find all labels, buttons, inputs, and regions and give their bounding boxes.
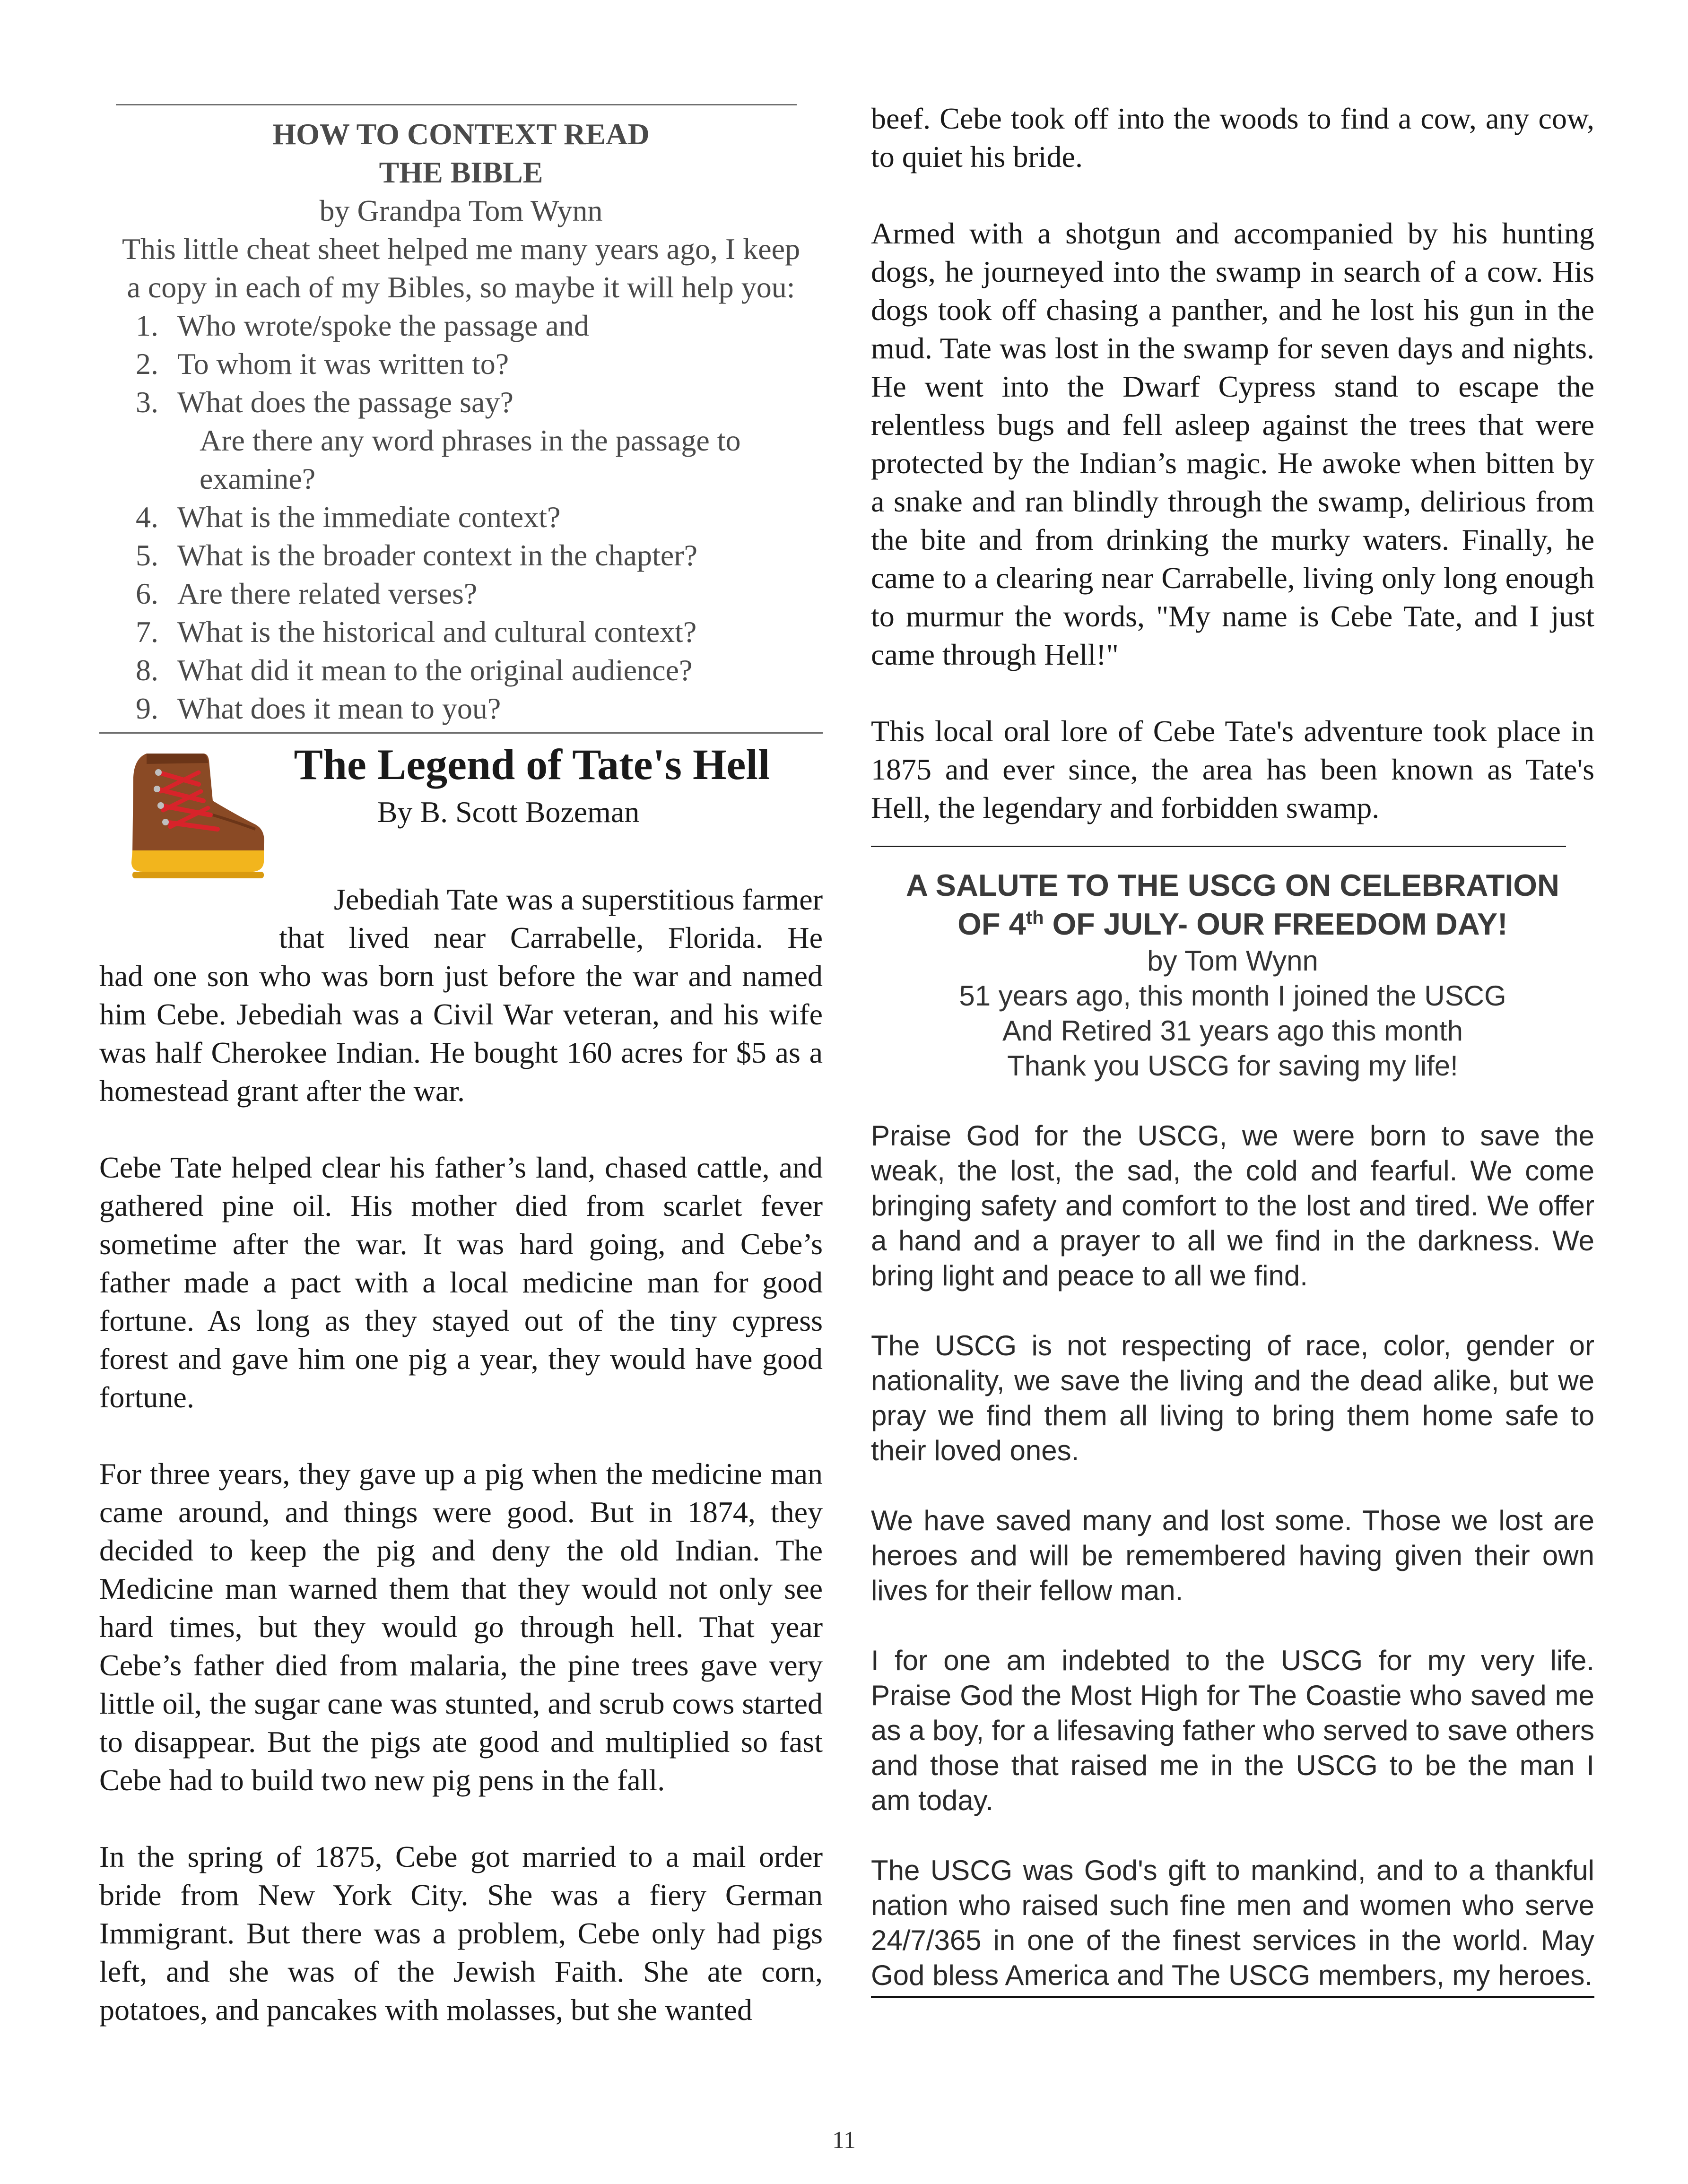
- uscg-title: A SALUTE TO THE USCG ON CELEBRATION OF 4th OF JULY- OUR FREEDOM DAY!: [906, 868, 1559, 941]
- list-item-subtext: Are there any word phrases in the passage to examine?: [200, 424, 741, 495]
- list-item: 3. What does the passage say?: [136, 385, 513, 419]
- section-divider: [871, 846, 1566, 847]
- legend-paragraph-2: Cebe Tate helped clear his father’s land, chased cattle, and gathered pine oil. His mother died from scarlet fever sometime after the war. It was hard going, and Cebe’s father made a pact with a local medicine man for good fortune. As long as they stayed out of the tiny cypress forest and gave him one pig a year, they would have good fortune.: [99, 1151, 823, 1414]
- legend-paragraph-1: Jebediah Tate was a superstitious farmer that lived near Carrabelle, Florida. He had one son who was born just before the war and named him Cebe. Jebediah was a Civil War veteran, and his wife was half Cherokee Indian. He bought 160 acres for $5 as a homestead grant after the war.: [99, 883, 823, 1108]
- hiking-boot-icon: [113, 744, 270, 886]
- bible-question-list: [99, 306, 823, 728]
- list-item: 8. What did it mean to the original audience?: [136, 653, 693, 687]
- legend-byline: By B. Scott Bozeman: [377, 795, 640, 829]
- uscg-line-2: And Retired 31 years ago this month: [1002, 1015, 1463, 1047]
- legend-title: The Legend of Tate's Hell: [294, 740, 770, 789]
- top-rule: [116, 104, 797, 105]
- uscg-article: [871, 866, 1594, 1998]
- uscg-paragraph-1: Praise God for the USCG, we were born to save the weak, the lost, the sad, the cold and fearful. We come bringing safety and comfort to the lost and tired. We offer a hand and a prayer to all we find in the darkness. We bring light and peace to all we find.: [871, 1120, 1594, 1291]
- bible-title-line1: HOW TO CONTEXT READ: [272, 117, 650, 151]
- uscg-line-1: 51 years ago, this month I joined the USCG: [959, 980, 1506, 1012]
- list-item: 2. To whom it was written to?: [136, 347, 509, 381]
- legend-paragraph-7: This local oral lore of Cebe Tate's adventure took place in 1875 and ever since, the area has been known as Tate's Hell, the legendary and forbidden swamp.: [871, 714, 1594, 824]
- uscg-line-3: Thank you USCG for saving my life!: [1007, 1050, 1458, 1082]
- bottom-rule: [871, 1996, 1594, 1998]
- page-number: 11: [832, 2127, 856, 2154]
- list-item: 6. Are there related verses?: [136, 577, 478, 610]
- right-column: [871, 99, 1594, 1998]
- legend-paragraph-4: In the spring of 1875, Cebe got married to a mail order bride from New York City. She was a fiery German Immigrant. But there was a problem, Cebe only had pigs left, and she was of the Jewish Faith. She ate corn, potatoes, and pancakes with molasses, but she wanted: [99, 1840, 823, 2027]
- list-item: 4. What is the immediate context?: [136, 500, 561, 534]
- bible-byline: by Grandpa Tom Wynn: [319, 194, 603, 227]
- legend-header: [99, 734, 823, 880]
- list-item: 1. Who wrote/spoke the passage and: [136, 309, 589, 342]
- uscg-byline: by Tom Wynn: [1147, 945, 1318, 977]
- uscg-paragraph-2: The USCG is not respecting of race, color, gender or nationality, we save the living and the dead alike, but we pray we find them all living to bring them home safe to their loved ones.: [871, 1330, 1594, 1466]
- legend-paragraph-5: beef. Cebe took off into the woods to find a cow, any cow, to quiet his bride.: [871, 102, 1594, 173]
- uscg-paragraph-3: We have saved many and lost some. Those we lost are heroes and will be remembered having given their own lives for their fellow man.: [871, 1505, 1594, 1606]
- legend-paragraph-6: Armed with a shotgun and accompanied by his hunting dogs, he journeyed into the swamp in search of a cow. His dogs took off chasing a panther, and he lost his gun in the mud. Tate was lost in the swamp for seven days and nights. He went into the Dwarf Cypress stand to escape the relentless bugs and fell asleep against the trees that were protected by the Indian’s magic. He awoke when bitten by a snake and ran blindly through the swamp, delirious from the bite and from drinking the murky waters. Finally, he came to a clearing near Carrabelle, living only long enough to murmur the words, "My name is Cebe Tate, and I just came through Hell!": [871, 217, 1594, 671]
- bible-title-line2: THE BIBLE: [379, 156, 543, 189]
- list-item: 9. What does it mean to you?: [136, 692, 501, 725]
- legend-paragraph-3: For three years, they gave up a pig when the medicine man came around, and things were good. But in 1874, they decided to keep the pig and deny the old Indian. The Medicine man warned them that they would not only see hard times, but they would go through hell. That year Cebe’s father died from malaria, the pine trees gave very little oil, the sugar cane was stunted, and scrub cows started to disappear. But the pigs ate good and multiplied so fast Cebe had to build two new pig pens in the fall.: [99, 1457, 823, 1797]
- list-item: 7. What is the historical and cultural context?: [136, 615, 697, 649]
- bible-intro: This little cheat sheet helped me many years ago, I keep a copy in each of my Bibles, so maybe it will help you:: [122, 232, 800, 304]
- bible-cheat-sheet: [99, 115, 823, 728]
- left-column: [99, 104, 823, 2029]
- uscg-paragraph-4: I for one am indebted to the USCG for my very life. Praise God the Most High for The Coastie who saved me as a boy, for a lifesaving father who served to save others and those that raised me in the USCG to be the man I am today.: [871, 1645, 1594, 1816]
- list-item: 5. What is the broader context in the chapter?: [136, 538, 697, 572]
- uscg-paragraph-5: The USCG was God's gift to mankind, and to a thankful nation who raised such fine men and women who serve 24/7/365 in one of the finest services in the world. May God bless America and The USCG members, my heroes.: [871, 1855, 1594, 1991]
